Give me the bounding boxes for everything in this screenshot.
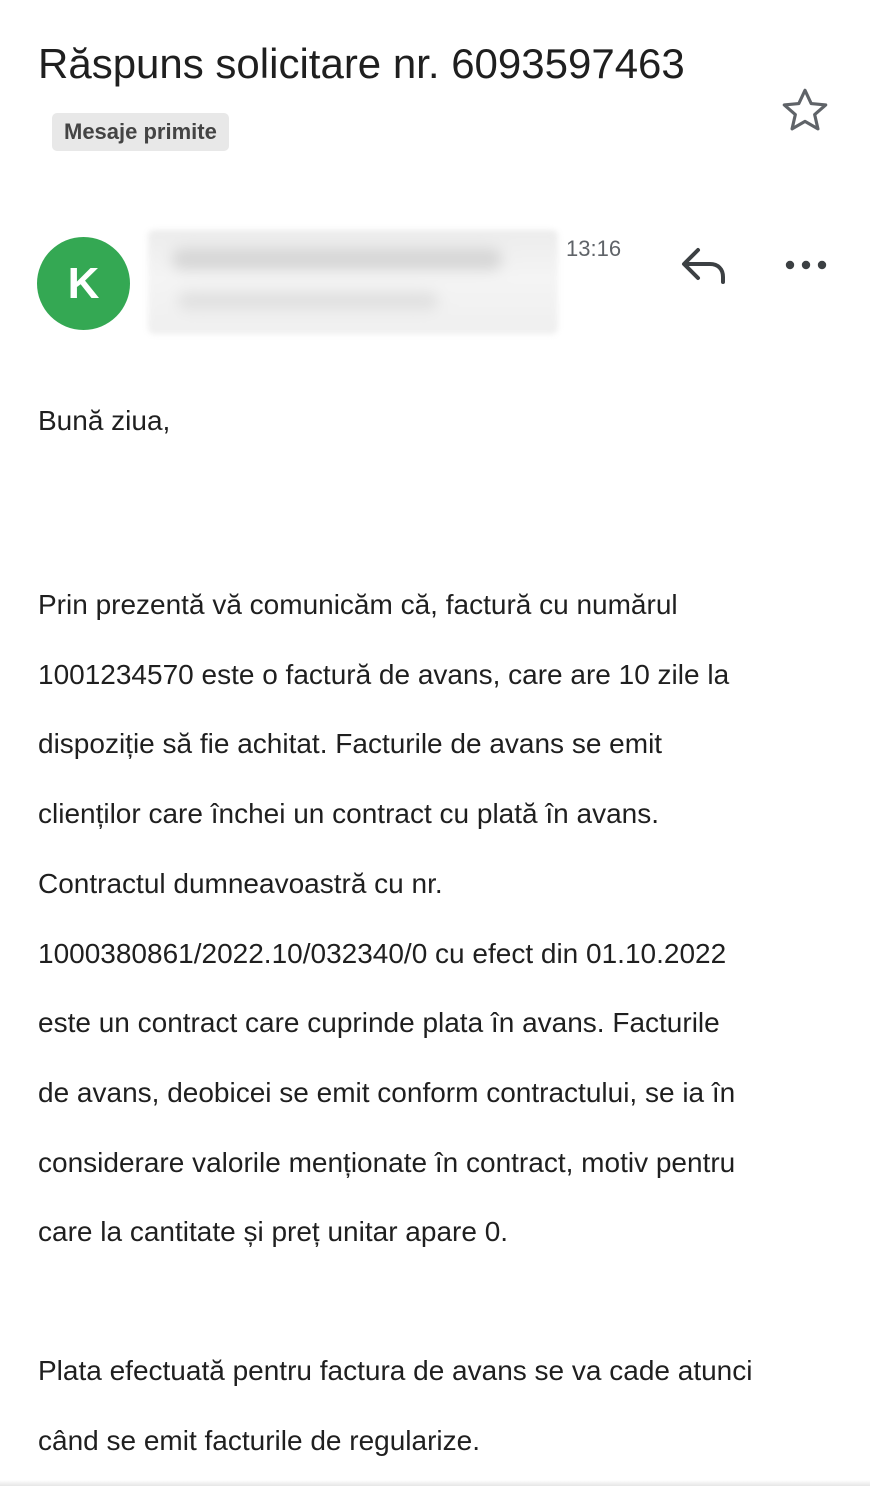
paragraph-line: considerare valorile menționate în contract, motiv pentru [38, 1146, 736, 1178]
paragraph-line: Contractul dumneavoastră cu nr. [38, 867, 443, 899]
bottom-edge [0, 1480, 870, 1486]
paragraph-line: 1000380861/2022.10/032340/0 cu efect din 01.10.2022 [38, 937, 727, 969]
star-icon[interactable] [778, 84, 832, 138]
subject-text: Răspuns solicitare nr. 6093597463 [38, 40, 685, 87]
avatar-initial: K [67, 258, 100, 308]
reply-icon[interactable] [676, 240, 732, 292]
more-options-icon[interactable] [780, 242, 832, 290]
paragraph-line: clienților care închei un contract cu plată în avans. [38, 798, 660, 830]
body-paragraph-1 [38, 570, 838, 1267]
sender-info-redacted [148, 230, 558, 334]
email-time: 13:16 [566, 236, 622, 261]
paragraph-line: care la cantitate și preț unitar apare 0. [38, 1216, 509, 1248]
paragraph-line: este un contract care cuprinde plata în avans. Facturile [38, 1007, 720, 1039]
inbox-label-chip[interactable]: Mesaje primite [52, 113, 229, 151]
email-body [38, 388, 838, 1475]
paragraph-line: Plata efectuată pentru factura de avans se va cade atunci [38, 1355, 753, 1387]
paragraph-line: 1001234570 este o factură de avans, care are 10 zile la [38, 658, 730, 690]
email-subject [38, 30, 738, 166]
sender-avatar[interactable] [37, 237, 130, 330]
paragraph-line: dispoziție să fie achitat. Facturile de avans se emit [38, 728, 663, 760]
paragraph-line: când se emit facturile de regularize. [38, 1424, 480, 1456]
paragraph-line: Prin prezentă vă comunicăm că, factură cu numărul [38, 589, 678, 620]
paragraph-line: de avans, deobicei se emit conform contractului, se ia în [38, 1076, 736, 1108]
body-paragraph-2 [38, 1336, 838, 1475]
greeting: Bună ziua, [38, 405, 171, 436]
